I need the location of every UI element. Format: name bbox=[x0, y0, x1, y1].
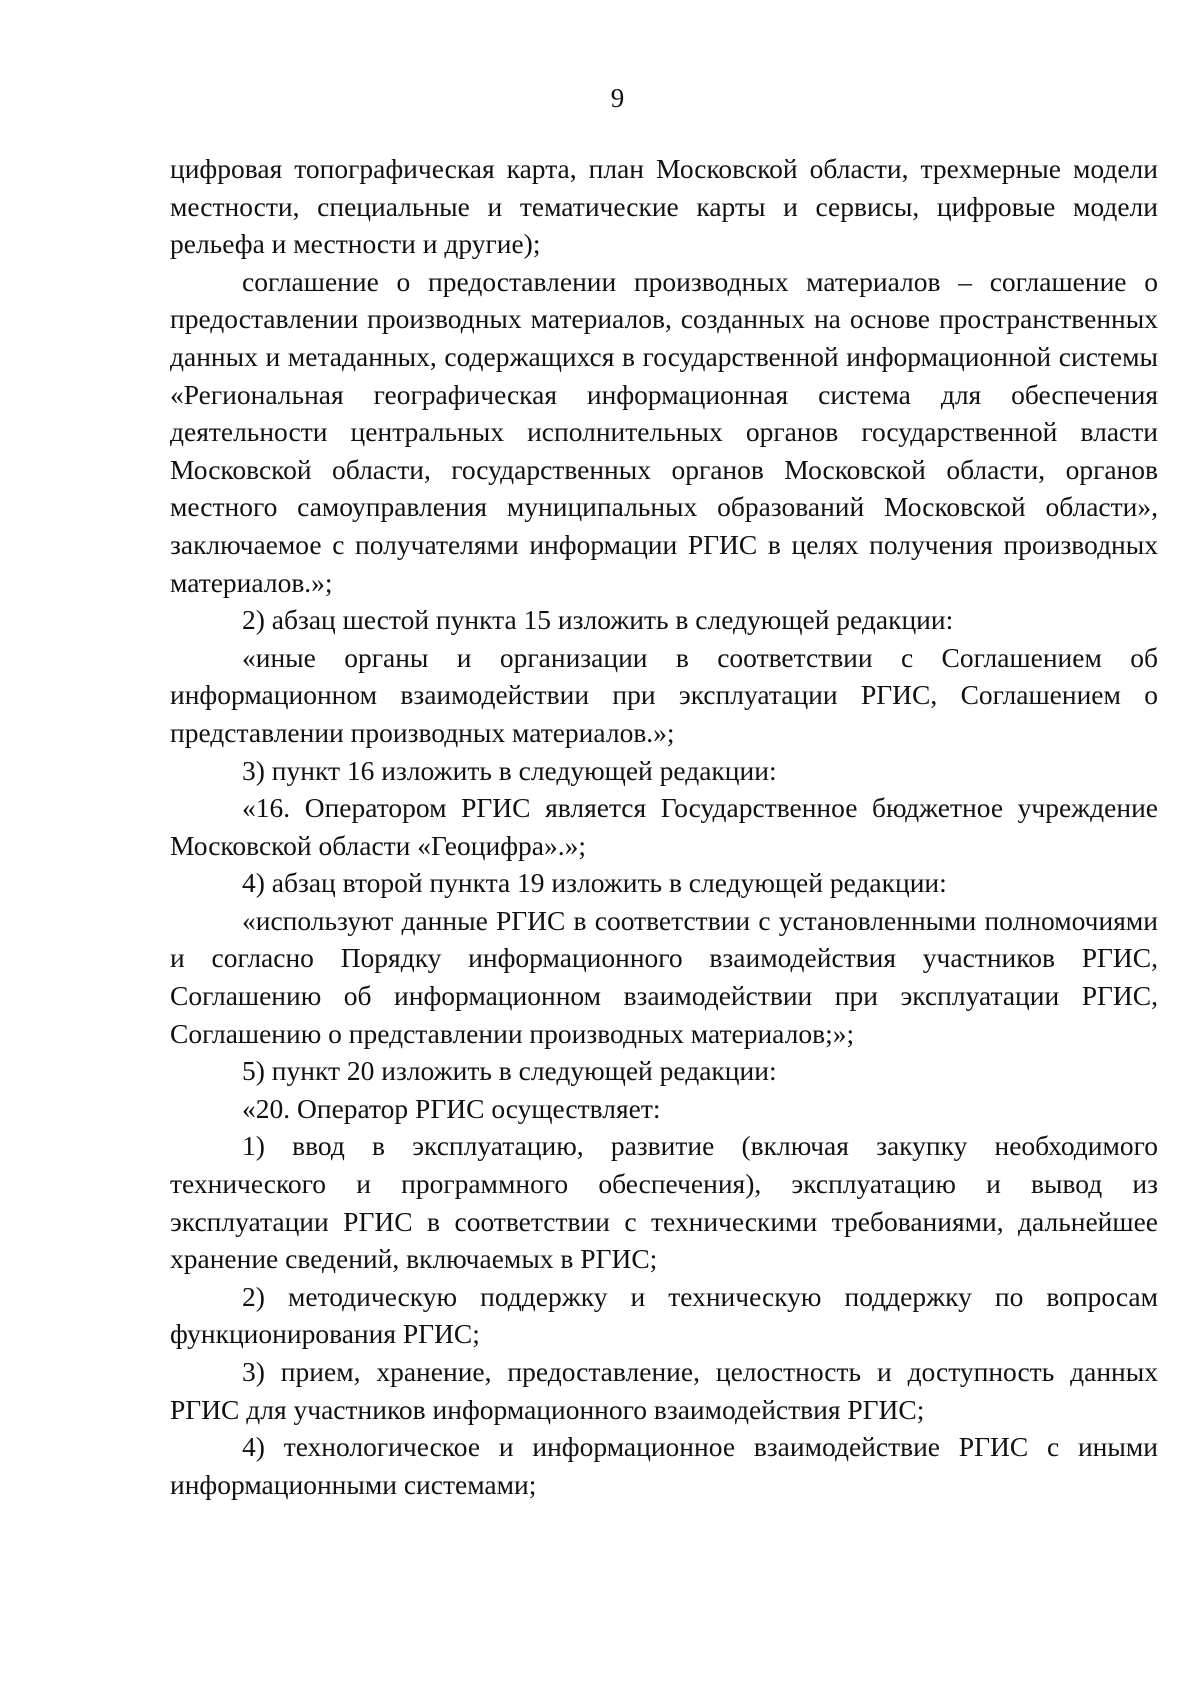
paragraph: «20. Оператор РГИС осуществляет: bbox=[242, 1092, 661, 1124]
paragraph: «16. Оператором РГИС является Государственное бюджетное учреждение Московской области «Геоцифра».»; bbox=[170, 792, 1158, 861]
paragraph: 4) технологическое и информационное взаимодействие РГИС с иными информационными системами; bbox=[170, 1431, 1158, 1500]
paragraph: соглашение о предоставлении производных материалов – соглашение о предоставлении производных материалов, созданных на основе пространственных данных и метаданных, содержащихся в государственной информационной системы «Региональная географическая информационная система для обеспечения деятельности центральных исполнительных органов государственной власти Московской области, государственных органов Московской области, органов местного самоуправления муниципальных образований Московской области», заключаемое с получателями информации РГИС в целях получения производных материалов.»; bbox=[170, 265, 1158, 598]
paragraph: 3) прием, хранение, предоставление, целостность и доступность данных РГИС для участников информационного взаимодействия РГИС; bbox=[170, 1356, 1158, 1425]
paragraph: 2) методическую поддержку и техническую поддержку по вопросам функционирования РГИС; bbox=[170, 1280, 1158, 1350]
paragraph: 5) пункт 20 изложить в следующей редакции: bbox=[242, 1055, 777, 1087]
document-body bbox=[170, 150, 1158, 1503]
paragraph: 3) пункт 16 изложить в следующей редакции: bbox=[242, 754, 777, 786]
page-number: 9 bbox=[610, 83, 625, 113]
paragraph: «иные органы и организации в соответствии с Соглашением об информационном взаимодействии при эксплуатации РГИС, Соглашением о представлении производных материалов.»; bbox=[170, 641, 1158, 748]
paragraph: «используют данные РГИС в соответствии с установленными полномочиями и согласно Порядку информационного взаимодействия участников РГИС, Соглашению об информационном взаимодействии при эксплуатации РГИС, Соглашению о представлении производных материалов;»; bbox=[170, 904, 1158, 1049]
paragraph: 1) ввод в эксплуатацию, развитие (включая закупку необходимого технического и программного обеспечения), эксплуатацию и вывод из эксплуатации РГИС в соответствии с техническими требованиями, дальнейшее хранение сведений, включаемых в РГИС; bbox=[170, 1130, 1158, 1275]
paragraph: 4) абзац второй пункта 19 изложить в следующей редакции: bbox=[242, 867, 947, 899]
paragraph: цифровая топографическая карта, план Московской области, трехмерные модели местности, специальные и тематические карты и сервисы, цифровые модели рельефа и местности и другие); bbox=[170, 153, 1158, 260]
paragraph: 2) абзац шестой пункта 15 изложить в следующей редакции: bbox=[242, 604, 954, 636]
